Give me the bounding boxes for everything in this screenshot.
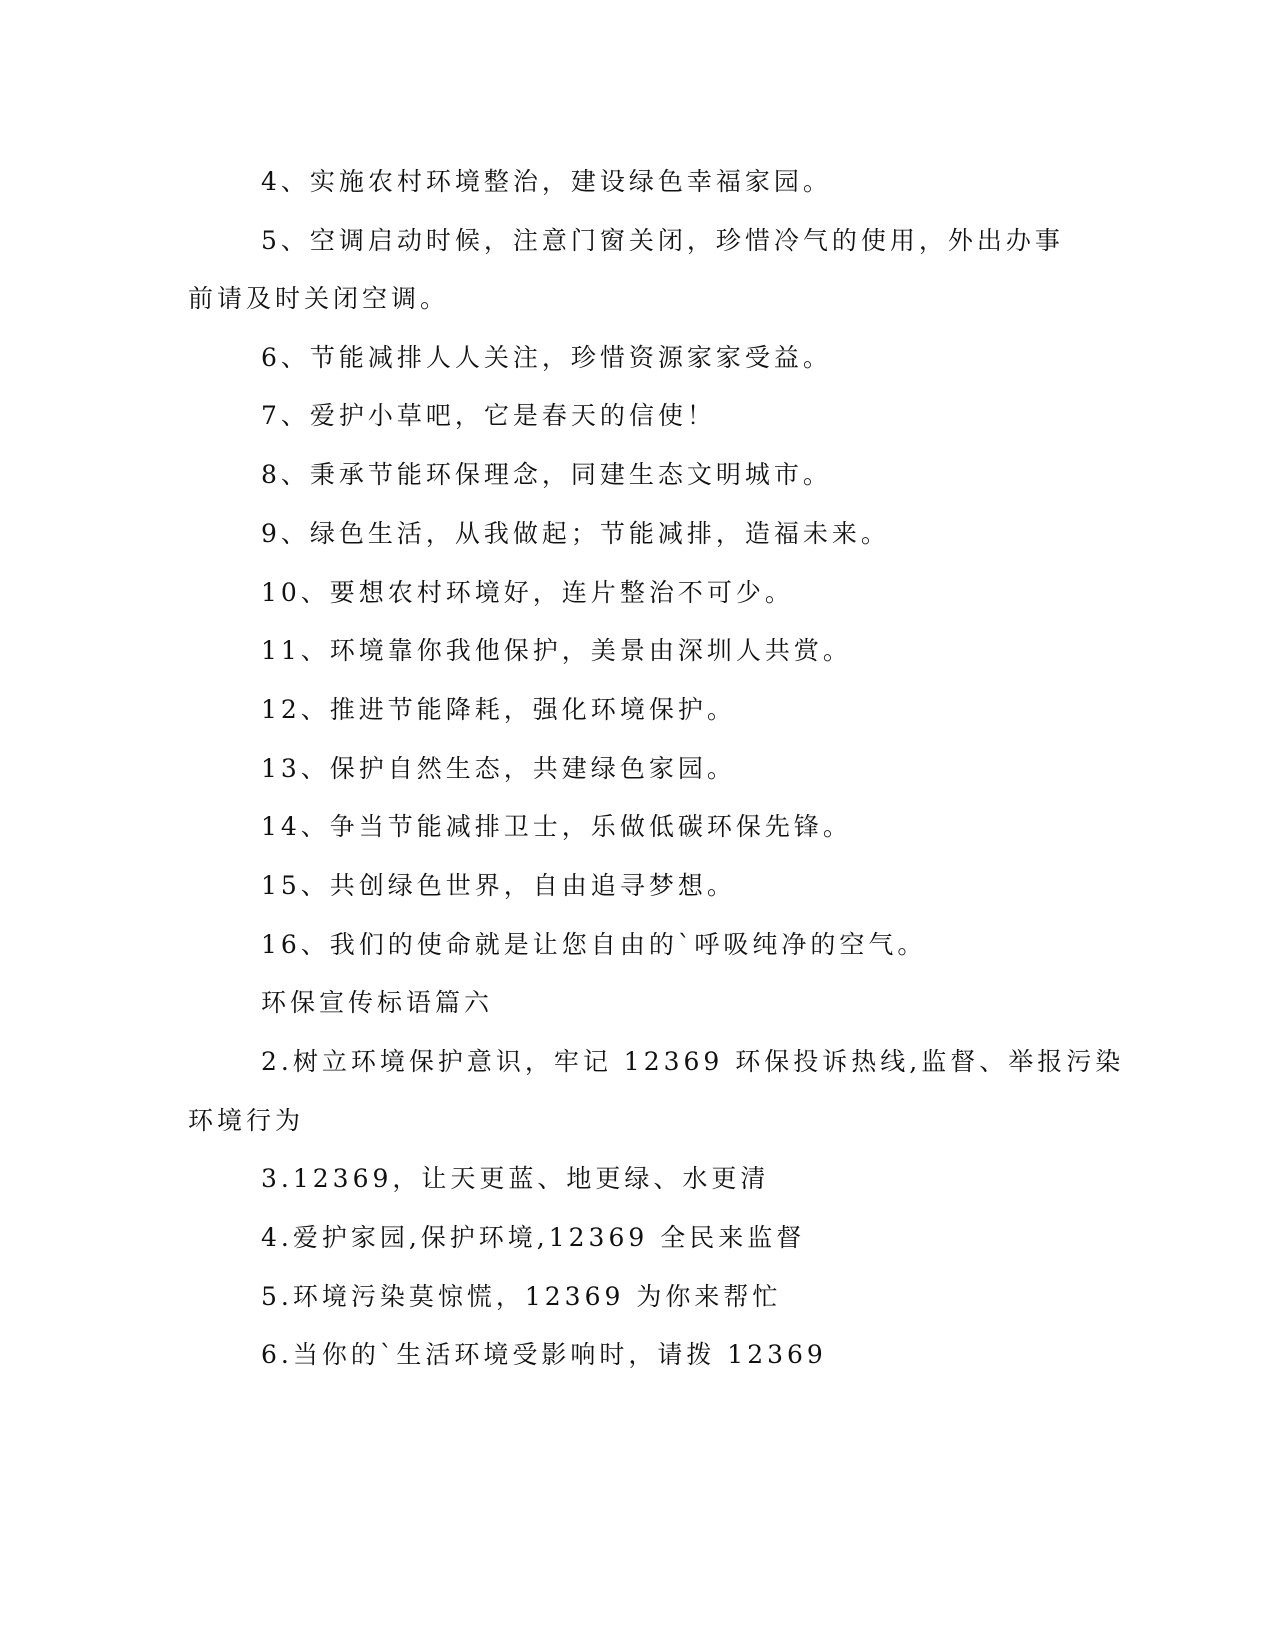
slogan-9: 9、绿色生活，从我做起；节能减排，造福未来。 <box>261 519 890 548</box>
slogan-14: 14、争当节能减排卫士，乐做低碳环保先锋。 <box>261 812 852 841</box>
hotline-item-4: 4.爱护家园,保护环境,12369 全民来监督 <box>261 1223 806 1252</box>
slogan-16: 16、我们的使命就是让您自由的`呼吸纯净的空气。 <box>261 930 927 959</box>
slogan-5-line-1: 5、空调启动时候，注意门窗关闭，珍惜冷气的使用，外出办事 <box>261 226 1064 255</box>
section-heading: 环保宣传标语篇六 <box>261 988 494 1017</box>
slogan-8: 8、秉承节能环保理念，同建生态文明城市。 <box>261 460 832 489</box>
slogan-10: 10、要想农村环境好，连片整治不可少。 <box>261 578 794 607</box>
slogan-5-line-2: 前请及时关闭空调。 <box>188 284 450 313</box>
slogan-11: 11、环境靠你我他保护，美景由深圳人共赏。 <box>261 636 852 665</box>
hotline-item-2-line-2: 环境行为 <box>188 1106 305 1135</box>
hotline-item-3: 3.12369，让天更蓝、地更绿、水更清 <box>261 1164 770 1193</box>
slogan-7: 7、爱护小草吧，它是春天的信使！ <box>261 401 716 430</box>
slogan-12: 12、推进节能降耗，强化环境保护。 <box>261 695 736 724</box>
slogan-4: 4、实施农村环境整治，建设绿色幸福家园。 <box>261 167 832 196</box>
slogan-13: 13、保护自然生态，共建绿色家园。 <box>261 754 736 783</box>
slogan-15: 15、共创绿色世界，自由追寻梦想。 <box>261 871 736 900</box>
hotline-item-6: 6.当你的`生活环境受影响时，请拨 12369 <box>261 1340 827 1369</box>
hotline-item-2-line-1: 2.树立环境保护意识，牢记 12369 环保投诉热线,监督、举报污染 <box>261 1047 1125 1076</box>
hotline-item-5: 5.环境污染莫惊慌，12369 为你来帮忙 <box>261 1282 782 1311</box>
slogan-6: 6、节能减排人人关注，珍惜资源家家受益。 <box>261 343 832 372</box>
